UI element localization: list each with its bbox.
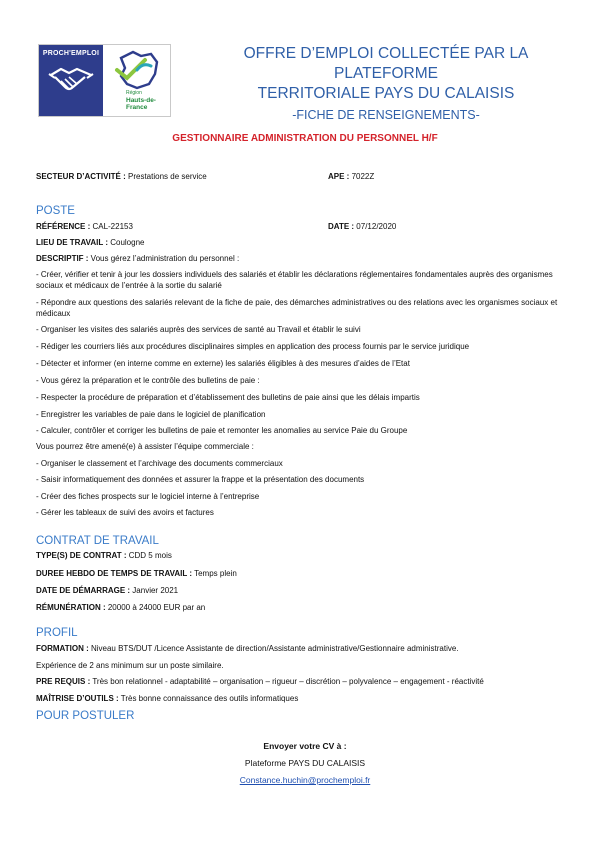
reference-value: CAL-22153 [90,222,133,231]
demarrage-field [36,586,178,595]
region-prefix: Région [126,90,142,96]
section-postuler: POUR POSTULER [36,710,135,722]
remuneration-label: RÉMUNÉRATION : [36,603,106,612]
date-label: DATE : [328,222,355,231]
secteur-label: SECTEUR D’ACTIVITÉ : [36,172,126,181]
type-contrat-label: TYPE(S) DE CONTRAT : [36,551,127,560]
desc-line-6: - Vous gérez la préparation et le contrôle des bulletins de paie : [36,376,260,385]
desc-line-14: - Gérer les tableaux de suivi des avoirs et factures [36,508,214,517]
desc-line-7: - Respecter la procédure de préparation et d’établissement des bulletins de paie ainsi que les délais impartis [36,393,420,402]
apply-block [0,741,610,785]
desc-line-11: - Organiser le classement et l’archivage des documents commerciaux [36,459,283,468]
secteur-value: Prestations de service [125,172,207,181]
maitrise-value: Très bonne connaissance des outils informatiques [118,694,299,703]
formation-label: FORMATION : [36,644,89,653]
secteur-field [36,172,207,181]
maitrise-field [36,694,298,703]
formation-field [36,644,459,653]
date-value: 07/12/2020 [354,222,397,231]
send-cv-text: Envoyer votre CV à : [263,741,347,751]
section-contrat: CONTRAT DE TRAVAIL [36,535,159,547]
demarrage-value: Janvier 2021 [130,586,179,595]
logo-brand: PROCH'EMPLOI [42,50,100,57]
type-contrat-value: CDD 5 mois [126,551,172,560]
header-line-2: TERRITORIALE PAYS DU CALAISIS [257,85,515,102]
desc-line-13: - Créer des fiches prospects sur le logiciel interne à l’entreprise [36,492,260,501]
maitrise-label: MAÎTRISE D’OUTILS : [36,694,119,703]
desc-line-2: - Répondre aux questions des salariés relevant de la fiche de paie, des démarches administratives ou des relations avec les organismes sociaux et médicaux [36,298,558,318]
section-profil: PROFIL [36,627,78,639]
type-contrat-field [36,551,172,560]
email-link[interactable]: Constance.huchin@prochemploi.fr [239,775,371,785]
prerequis-label: PRE REQUIS : [36,677,91,686]
demarrage-label: DATE DE DÉMARRAGE : [36,586,131,595]
prerequis-value: Très bon relationnel - adaptabilité – organisation – rigueur – discrétion – polyvalence – engagement - réactivité [90,677,484,686]
duree-value: Temps plein [192,569,237,578]
desc-line-4: - Rédiger les courriers liés aux procédures disciplinaires simples en application des process fournis par le service juridique [36,342,470,351]
descriptif-field [36,254,239,263]
prochemploi-logo [39,45,103,116]
region-logo [103,45,170,116]
desc-line-8: - Enregistrer les variables de paie dans le logiciel de planification [36,410,266,419]
descriptif-value: Vous gérez l’administration du personnel : [88,254,240,263]
lieu-label: LIEU DE TRAVAIL : [36,238,108,247]
header-title [200,44,572,125]
ape-label: APE : [328,172,350,181]
desc-line-9: - Calculer, contrôler et corriger les bulletins de paie et remonter les anomalies au service Paie du Groupe [36,426,408,435]
remuneration-value: 20000 à 24000 EUR par an [105,603,206,612]
handshake-icon [47,61,95,101]
job-title: GESTIONNAIRE ADMINISTRATION DU PERSONNEL H/F [172,133,438,144]
section-poste: POSTE [36,205,75,217]
desc-line-10: Vous pourrez être amené(e) à assister l’équipe commerciale : [36,442,254,451]
ape-value: 7022Z [349,172,375,181]
region-map-icon [107,48,167,92]
ape-field [328,172,374,181]
experience-text: Expérience de 2 ans minimum sur un poste similaire. [36,661,224,670]
lieu-field [36,238,144,247]
header-line-3: -FICHE DE RENSEIGNEMENTS- [292,108,480,122]
desc-line-12: - Saisir informatiquement des données et assurer la frappe et la présentation des documents [36,475,365,484]
reference-label: RÉFÉRENCE : [36,222,91,231]
region-name: Hauts-de-France [126,97,156,111]
platform-name: Plateforme PAYS DU CALAISIS [244,758,366,768]
duree-field [36,569,237,578]
formation-value: Niveau BTS/DUT /Licence Assistante de direction/Assistante administrative/Gestionnaire administrative. [88,644,459,653]
descriptif-label: DESCRIPTIF : [36,254,89,263]
desc-line-3: - Organiser les visites des salariés auprès des services de santé au Travail et établir le suivi [36,325,361,334]
date-field [328,222,396,231]
logo [38,44,171,117]
region-label [126,90,170,111]
desc-line-5: - Détecter et informer (en interne comme en externe) les salariés éligibles à des mesures d’aides de l’Etat [36,359,410,368]
prerequis-field [36,677,484,686]
duree-label: DUREE HEBDO DE TEMPS DE TRAVAIL : [36,569,193,578]
remuneration-field [36,603,205,612]
reference-field [36,222,133,231]
desc-line-1: - Créer, vérifier et tenir à jour les dossiers individuels des salariés et établir les déclarations réglementaires fondamentales auprès des organismes sociaux et médicaux de l’entrée à la sortie du salarié [36,270,553,290]
lieu-value: Coulogne [108,238,145,247]
header-line-1: OFFRE D’EMPLOI COLLECTÉE PAR LA PLATEFORME [243,45,529,82]
